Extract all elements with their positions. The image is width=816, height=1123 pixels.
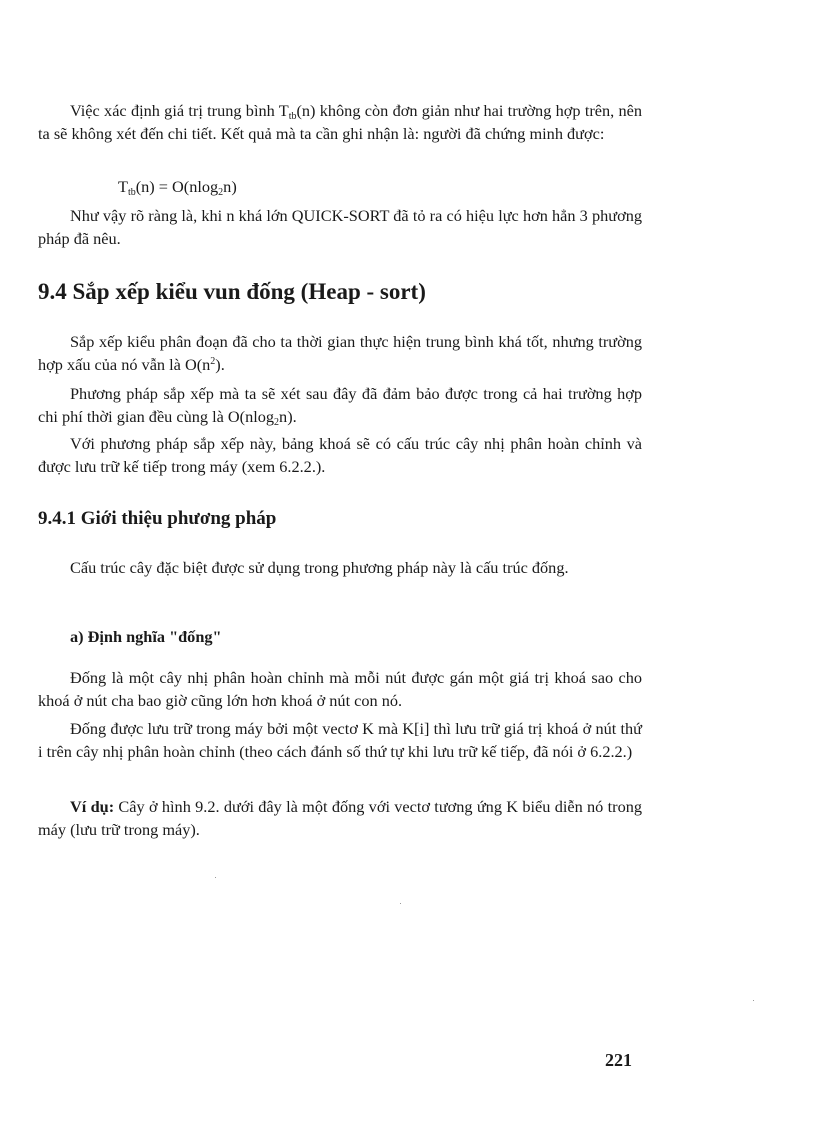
subsection-paragraph-1: Cấu trúc cây đặc biệt được sử dụng trong phương pháp này là cấu trúc đống. <box>70 558 569 577</box>
scan-speck <box>753 1000 754 1001</box>
subsection-title: 9.4.1 Giới thiệu phương pháp <box>38 508 277 529</box>
page-number: 221 <box>605 1050 632 1070</box>
example-paragraph: Ví dụ: Cây ở hình 9.2. dưới đây là một đống với vectơ tương ứng K biểu diễn nó trong máy (lưu trữ trong máy). <box>38 797 642 839</box>
definition-paragraph-2: Đống được lưu trữ trong máy bởi một vectơ K mà K[i] thì lưu trữ giá trị khoá ở nút thứ i trên cây nhị phân hoàn chỉnh (theo cách đánh số thứ tự khi lưu trữ kế tiếp, đã nói ở 6.2.2.) <box>38 719 642 761</box>
section-title: 9.4 Sắp xếp kiểu vun đống (Heap - sort) <box>38 279 426 304</box>
intro-paragraph-2: Như vậy rõ ràng là, khi n khá lớn QUICK-SORT đã tỏ ra có hiệu lực hơn hẳn 3 phương pháp đã nêu. <box>38 206 642 248</box>
intro-paragraph-1: Việc xác định giá trị trung bình $T_{tb}(n)$ không còn đơn giản như hai trường hợp trên, nên ta sẽ không xét đến chi tiết. Kết quả mà ta cần ghi nhận là: người đã chứng minh được: <box>38 101 643 143</box>
section-paragraph-2: Phương pháp sắp xếp mà ta sẽ xét sau đây đã đảm bảo được trong cả hai trường hợp chi phí thời gian đều cùng là O(nlog$_2$n). <box>38 384 642 428</box>
formula: $T_{tb}(n) = O(nlog_2n)$ <box>118 177 237 198</box>
section-paragraph-1: Sắp xếp kiểu phân đoạn đã cho ta thời gian thực hiện trung bình khá tốt, nhưng trường hợp xấu của nó vẫn là $O(n^2)$. <box>38 332 642 374</box>
section-paragraph-3: Với phương pháp sắp xếp này, bảng khoá sẽ có cấu trúc cây nhị phân hoàn chỉnh và được lưu trữ kế tiếp trong máy (xem 6.2.2.). <box>38 434 642 476</box>
example-label: Ví dụ: <box>70 797 115 816</box>
definition-paragraph-1: Đống là một cây nhị phân hoàn chỉnh mà mỗi nút được gán một giá trị khoá sao cho khoá ở nút cha bao giờ cũng lớn hơn khoá ở nút con nó. <box>38 668 642 710</box>
definition-title: a) Định nghĩa "đống" <box>70 627 222 646</box>
scan-speck <box>215 877 216 878</box>
scan-speck <box>400 903 401 904</box>
